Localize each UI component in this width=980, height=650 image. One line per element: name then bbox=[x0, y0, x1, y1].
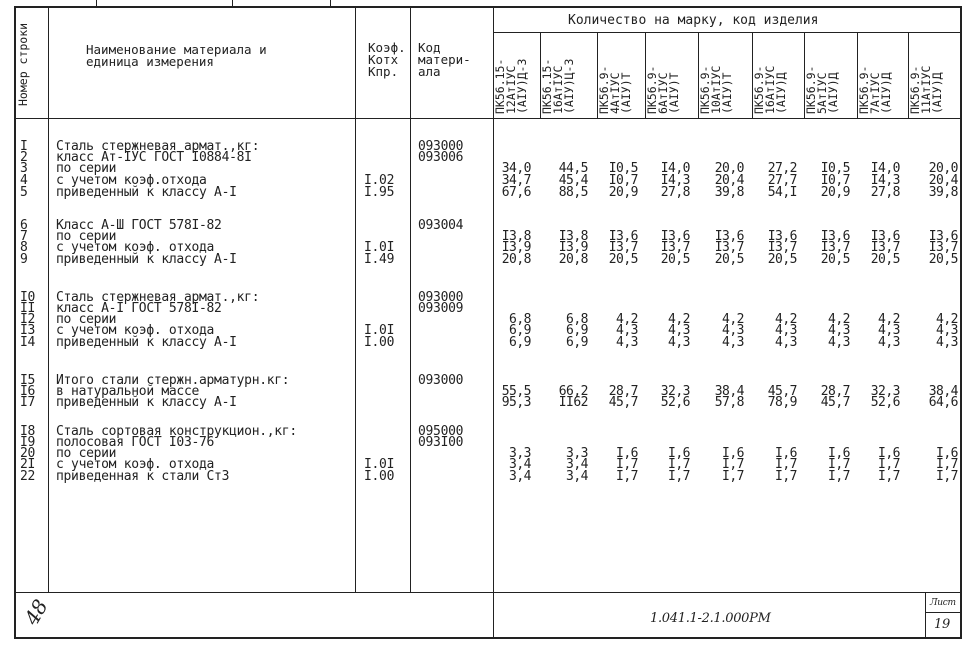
row-number: 4 bbox=[20, 173, 28, 188]
coef-value: I.0I bbox=[364, 240, 395, 255]
quantity-cell: I,7 bbox=[616, 457, 638, 472]
material-name: с учетом коэф. отхода bbox=[56, 457, 215, 472]
mark-header-line: 12АтIУС bbox=[504, 65, 518, 114]
quantity-cell: 6,8 bbox=[566, 312, 588, 327]
row-number: 3 bbox=[20, 161, 28, 176]
material-name: приведенный к классу А-I bbox=[56, 395, 237, 410]
quantity-cell: I0,7 bbox=[608, 173, 638, 188]
quantity-cell: I,7 bbox=[668, 469, 690, 484]
quantity-cell: 4,3 bbox=[936, 335, 958, 350]
quantity-cell: I3,8 bbox=[501, 229, 531, 244]
stamp-number: 48 bbox=[19, 595, 53, 630]
quantity-title: Количество на марку, код изделия bbox=[568, 13, 819, 28]
material-name-header: Наименование материала и единица измерения bbox=[86, 42, 267, 69]
quantity-cell: I3,6 bbox=[928, 229, 958, 244]
quantity-cell: I,7 bbox=[668, 457, 690, 472]
material-name: с учетом коэф.отхода bbox=[56, 173, 207, 188]
quantity-cell: 45,7 bbox=[767, 384, 797, 399]
quantity-cell: 20,8 bbox=[558, 252, 588, 267]
quantity-cell: I3,6 bbox=[660, 229, 690, 244]
stamp-sheet-divider bbox=[925, 592, 926, 639]
row-number: 6 bbox=[20, 218, 28, 233]
quantity-cell: 20,5 bbox=[820, 252, 850, 267]
quantity-cell: 20,4 bbox=[714, 173, 744, 188]
material-name: приведенная к стали Ст3 bbox=[56, 469, 230, 484]
quantity-cell: 34,7 bbox=[501, 173, 531, 188]
quantity-cell: 88,5 bbox=[558, 185, 588, 200]
coef-value: I.0I bbox=[364, 457, 395, 472]
quantity-cell: I3,7 bbox=[820, 240, 850, 255]
quantity-cell: I3,7 bbox=[608, 240, 638, 255]
material-code: 093004 bbox=[418, 218, 464, 233]
coef-header: Коэф. Котх Кпр. bbox=[368, 40, 406, 79]
material-name: с учетом коэф. отхода bbox=[56, 240, 215, 255]
header-bottom-line bbox=[14, 118, 962, 119]
material-name: по серии bbox=[56, 446, 117, 461]
document-code: 1.041.1-2.1.000РМ bbox=[650, 611, 771, 626]
quantity-cell: 4,3 bbox=[936, 323, 958, 338]
quantity-cell: 20,0 bbox=[714, 161, 744, 176]
quantity-cell: 38,4 bbox=[928, 384, 958, 399]
row-number: I3 bbox=[20, 323, 36, 338]
quantity-cell: 20,8 bbox=[501, 252, 531, 267]
quantity-cell: 3,4 bbox=[566, 457, 588, 472]
mark-header-line: ПК56.15- bbox=[493, 58, 507, 114]
quantity-cell: 4,2 bbox=[828, 312, 850, 327]
mark-header-line: 4АтIУС bbox=[608, 72, 622, 114]
quantity-cell: 44,5 bbox=[558, 161, 588, 176]
quantity-cell: I3,6 bbox=[820, 229, 850, 244]
quantity-cell: I,7 bbox=[828, 469, 850, 484]
quantity-cell: 45,4 bbox=[558, 173, 588, 188]
quantity-cell: I,7 bbox=[878, 457, 900, 472]
quantity-cell: 20,5 bbox=[767, 252, 797, 267]
mark-header-line: (АIУ)Ц-3 bbox=[562, 58, 576, 114]
quantity-cell: 4,2 bbox=[722, 312, 744, 327]
row-number: 2I bbox=[20, 457, 36, 472]
quantity-cell: 55,5 bbox=[501, 384, 531, 399]
quantity-cell: 20,9 bbox=[608, 185, 638, 200]
mark-header bbox=[910, 32, 943, 114]
mark-header-line: ПК56.9- bbox=[804, 65, 818, 114]
quantity-cell: I,6 bbox=[936, 446, 958, 461]
quantity-cell: 4,2 bbox=[616, 312, 638, 327]
quantity-cell: 20,5 bbox=[660, 252, 690, 267]
quantity-cell: 3,3 bbox=[509, 446, 531, 461]
quantity-cell: 4,3 bbox=[828, 335, 850, 350]
quantity-cell: 4,3 bbox=[722, 335, 744, 350]
quantity-cell: 27,8 bbox=[870, 185, 900, 200]
material-name: с учетом коэф. отхода bbox=[56, 323, 215, 338]
quantity-cell: I0,5 bbox=[608, 161, 638, 176]
mark-header bbox=[542, 32, 575, 114]
quantity-cell: 32,3 bbox=[870, 384, 900, 399]
quantity-cell: I3,7 bbox=[660, 240, 690, 255]
mark-header-line: (АIУ)Т bbox=[667, 72, 681, 114]
mark-header-line: ПК56.9- bbox=[645, 65, 659, 114]
mark-header-line: (АIУ)Т bbox=[720, 72, 734, 114]
quantity-cell: I,7 bbox=[722, 469, 744, 484]
material-name: приведенный к классу А-I bbox=[56, 335, 237, 350]
mark-header-line: 16АтIУС bbox=[763, 65, 777, 114]
coef-value: I.00 bbox=[364, 469, 395, 484]
mark-header-line: ПК56.9- bbox=[752, 65, 766, 114]
quantity-cell: 4,2 bbox=[668, 312, 690, 327]
col-divider bbox=[355, 6, 356, 592]
row-number: 5 bbox=[20, 185, 28, 200]
quantity-cell: 67,6 bbox=[501, 185, 531, 200]
quantity-cell: 78,9 bbox=[767, 395, 797, 410]
quantity-cell: I3,6 bbox=[870, 229, 900, 244]
mark-header-line: ПК56.9- bbox=[857, 65, 871, 114]
material-code: 093000 bbox=[418, 373, 464, 388]
quantity-cell: 4,2 bbox=[878, 312, 900, 327]
material-code: 093000 bbox=[418, 139, 464, 154]
mark-header bbox=[806, 32, 839, 114]
quantity-cell: I4,3 bbox=[870, 173, 900, 188]
mark-header bbox=[647, 32, 680, 114]
row-number: I2 bbox=[20, 312, 36, 327]
mark-header bbox=[754, 32, 787, 114]
material-name: по серии bbox=[56, 312, 117, 327]
mark-header-line: 11АтIУС bbox=[919, 65, 933, 114]
quantity-cell: 4,2 bbox=[775, 312, 797, 327]
material-name: Сталь стержневая армат.,кг: bbox=[56, 290, 260, 305]
material-name: класс А-I ГОСТ 578I-82 bbox=[56, 301, 222, 316]
coef-value: I.0I bbox=[364, 323, 395, 338]
mark-header-line: ПК56.15- bbox=[540, 58, 554, 114]
quantity-cell: 4,3 bbox=[775, 323, 797, 338]
quantity-cell: 6,9 bbox=[566, 335, 588, 350]
material-code-header: Код матери- ала bbox=[418, 40, 471, 79]
quantity-cell: 3,4 bbox=[509, 469, 531, 484]
material-name: по серии bbox=[56, 229, 117, 244]
row-number: I8 bbox=[20, 424, 36, 439]
coef-value: I.95 bbox=[364, 185, 395, 200]
quantity-cell: 52,6 bbox=[870, 395, 900, 410]
quantity-cell: 4,3 bbox=[722, 323, 744, 338]
quantity-cell: 39,8 bbox=[928, 185, 958, 200]
quantity-cell: I3,7 bbox=[714, 240, 744, 255]
quantity-cell: I,7 bbox=[775, 469, 797, 484]
sheet-label: Лист bbox=[930, 598, 956, 608]
quantity-cell: 27,7 bbox=[767, 173, 797, 188]
quantity-cell: 4,3 bbox=[668, 323, 690, 338]
row-number: 9 bbox=[20, 252, 28, 267]
quantity-cell: I3,6 bbox=[608, 229, 638, 244]
row-number: 7 bbox=[20, 229, 28, 244]
quantity-cell: I4,3 bbox=[660, 173, 690, 188]
quantity-cell: I3,6 bbox=[767, 229, 797, 244]
quantity-cell: 20,5 bbox=[608, 252, 638, 267]
material-name: класс Ат-IУС ГОСТ I0884-8I bbox=[56, 150, 252, 165]
row-number: I4 bbox=[20, 335, 36, 350]
mark-header-line: 16АтIУС bbox=[551, 65, 565, 114]
stamp-top-line bbox=[14, 592, 962, 593]
row-number: I9 bbox=[20, 435, 36, 450]
quantity-cell: 4,3 bbox=[668, 335, 690, 350]
quantity-cell: II62 bbox=[558, 395, 588, 410]
quantity-cell: I3,7 bbox=[870, 240, 900, 255]
quantity-cell: I,6 bbox=[878, 446, 900, 461]
material-name: Класс А-Ш ГОСТ 578I-82 bbox=[56, 218, 222, 233]
quantity-cell: 3,3 bbox=[566, 446, 588, 461]
mark-header-line: 10АтIУС bbox=[709, 65, 723, 114]
material-code: 093006 bbox=[418, 150, 464, 165]
quantity-cell: 45,7 bbox=[608, 395, 638, 410]
mark-header-line: (АIУ)Д bbox=[826, 72, 840, 114]
material-name: Сталь стержневая армат.,кг: bbox=[56, 139, 260, 154]
mark-header-line: ПК56.9- bbox=[698, 65, 712, 114]
quantity-cell: 6,9 bbox=[566, 323, 588, 338]
quantity-cell: 27,8 bbox=[660, 185, 690, 200]
quantity-cell: 95,3 bbox=[501, 395, 531, 410]
quantity-cell: 66,2 bbox=[558, 384, 588, 399]
quantity-cell: 20,5 bbox=[870, 252, 900, 267]
mark-header-line: (АIУ)Д-3 bbox=[515, 58, 529, 114]
quantity-cell: I4,0 bbox=[660, 161, 690, 176]
row-number: 22 bbox=[20, 469, 36, 484]
quantity-cell: 27,2 bbox=[767, 161, 797, 176]
material-name: в натуральной массе bbox=[56, 384, 200, 399]
quantity-cell: I,7 bbox=[936, 457, 958, 472]
mark-header-line: (АIУ)Д bbox=[930, 72, 944, 114]
quantity-cell: I3,7 bbox=[767, 240, 797, 255]
quantity-cell: 4,3 bbox=[616, 335, 638, 350]
quantity-cell: 4,3 bbox=[828, 323, 850, 338]
quantity-cell: I3,8 bbox=[558, 229, 588, 244]
quantity-cell: I3,6 bbox=[714, 229, 744, 244]
quantity-cell: I,7 bbox=[878, 469, 900, 484]
quantity-cell: 28,7 bbox=[608, 384, 638, 399]
material-name: приведенный к классу А-I bbox=[56, 185, 237, 200]
mark-header-line: ПК56.9- bbox=[908, 65, 922, 114]
col-divider bbox=[410, 6, 411, 592]
mark-header-line: ПК56.9- bbox=[597, 65, 611, 114]
material-name: приведенный к классу А-I bbox=[56, 252, 237, 267]
material-name: Сталь сортовая конструкцион.,кг: bbox=[56, 424, 297, 439]
coef-value: I.49 bbox=[364, 252, 395, 267]
mark-header-line: (АIУ)Д bbox=[879, 72, 893, 114]
quantity-cell: 39,8 bbox=[714, 185, 744, 200]
quantity-cell: I4,0 bbox=[870, 161, 900, 176]
quantity-cell: 3,4 bbox=[509, 457, 531, 472]
quantity-cell: I,7 bbox=[616, 469, 638, 484]
quantity-cell: I0,5 bbox=[820, 161, 850, 176]
material-name: полосовая ГОСТ I03-76 bbox=[56, 435, 215, 450]
row-number: I0 bbox=[20, 290, 36, 305]
row-number: I bbox=[20, 139, 28, 154]
quantity-cell: 4,2 bbox=[936, 312, 958, 327]
material-name: по серии bbox=[56, 161, 117, 176]
quantity-cell: 64,6 bbox=[928, 395, 958, 410]
mark-header bbox=[859, 32, 892, 114]
quantity-cell: 4,3 bbox=[878, 323, 900, 338]
quantity-cell: 38,4 bbox=[714, 384, 744, 399]
quantity-cell: 32,3 bbox=[660, 384, 690, 399]
mark-header-line: 6АтIУС bbox=[656, 72, 670, 114]
mark-header-line: (АIУ)Д bbox=[774, 72, 788, 114]
quantity-cell: I,7 bbox=[828, 457, 850, 472]
quantity-cell: I,6 bbox=[668, 446, 690, 461]
quantity-cell: 20,5 bbox=[714, 252, 744, 267]
quantity-cell: 28,7 bbox=[820, 384, 850, 399]
row-number-header: Номер строки bbox=[16, 22, 30, 106]
quantity-cell: I,7 bbox=[936, 469, 958, 484]
quantity-cell: I,6 bbox=[775, 446, 797, 461]
quantity-cell: 3,4 bbox=[566, 469, 588, 484]
mark-header-line: 7АтIУС bbox=[868, 72, 882, 114]
stamp-sheet-line bbox=[925, 612, 962, 613]
quantity-cell: I3,9 bbox=[558, 240, 588, 255]
quantity-cell: I,7 bbox=[722, 457, 744, 472]
quantity-cell: 20,5 bbox=[928, 252, 958, 267]
quantity-cell: 20,0 bbox=[928, 161, 958, 176]
quantity-cell: 6,8 bbox=[509, 312, 531, 327]
quantity-cell: I,6 bbox=[722, 446, 744, 461]
quantity-cell: I0,7 bbox=[820, 173, 850, 188]
material-name: Итого стали стержн.арматурн.кг: bbox=[56, 373, 290, 388]
row-number: I5 bbox=[20, 373, 36, 388]
mark-header-line: (АIУ)Т bbox=[619, 72, 633, 114]
coef-value: I.00 bbox=[364, 335, 395, 350]
quantity-cell: I3,9 bbox=[501, 240, 531, 255]
col-divider bbox=[48, 6, 49, 592]
row-number: 2 bbox=[20, 150, 28, 165]
material-code: 095000 bbox=[418, 424, 464, 439]
mark-header bbox=[599, 32, 632, 114]
quantity-cell: 6,9 bbox=[509, 323, 531, 338]
row-number: 8 bbox=[20, 240, 28, 255]
sheet-number: 19 bbox=[934, 617, 950, 632]
quantity-cell: 52,6 bbox=[660, 395, 690, 410]
quantity-cell: 54,I bbox=[767, 185, 797, 200]
row-number: II bbox=[20, 301, 36, 316]
quantity-cell: I3,7 bbox=[928, 240, 958, 255]
quantity-cell: 57,8 bbox=[714, 395, 744, 410]
mark-header bbox=[495, 32, 528, 114]
material-code: 093000 bbox=[418, 290, 464, 305]
quantity-cell: I,6 bbox=[828, 446, 850, 461]
material-code: 093009 bbox=[418, 301, 464, 316]
quantity-cell: 4,3 bbox=[878, 335, 900, 350]
row-number: 20 bbox=[20, 446, 36, 461]
quantity-cell: 4,3 bbox=[775, 335, 797, 350]
row-number: I7 bbox=[20, 395, 36, 410]
mark-header bbox=[700, 32, 733, 114]
quantity-cell: I,7 bbox=[775, 457, 797, 472]
quantity-cell: 20,4 bbox=[928, 173, 958, 188]
mark-header-line: 5АтIУС bbox=[815, 72, 829, 114]
material-code: 093I00 bbox=[418, 435, 464, 450]
quantity-cell: 6,9 bbox=[509, 335, 531, 350]
quantity-cell: 4,3 bbox=[616, 323, 638, 338]
quantity-cell: I,6 bbox=[616, 446, 638, 461]
quantity-cell: 20,9 bbox=[820, 185, 850, 200]
row-number: I6 bbox=[20, 384, 36, 399]
quantity-cell: 45,7 bbox=[820, 395, 850, 410]
coef-value: I.02 bbox=[364, 173, 395, 188]
quantity-cell: 34,0 bbox=[501, 161, 531, 176]
